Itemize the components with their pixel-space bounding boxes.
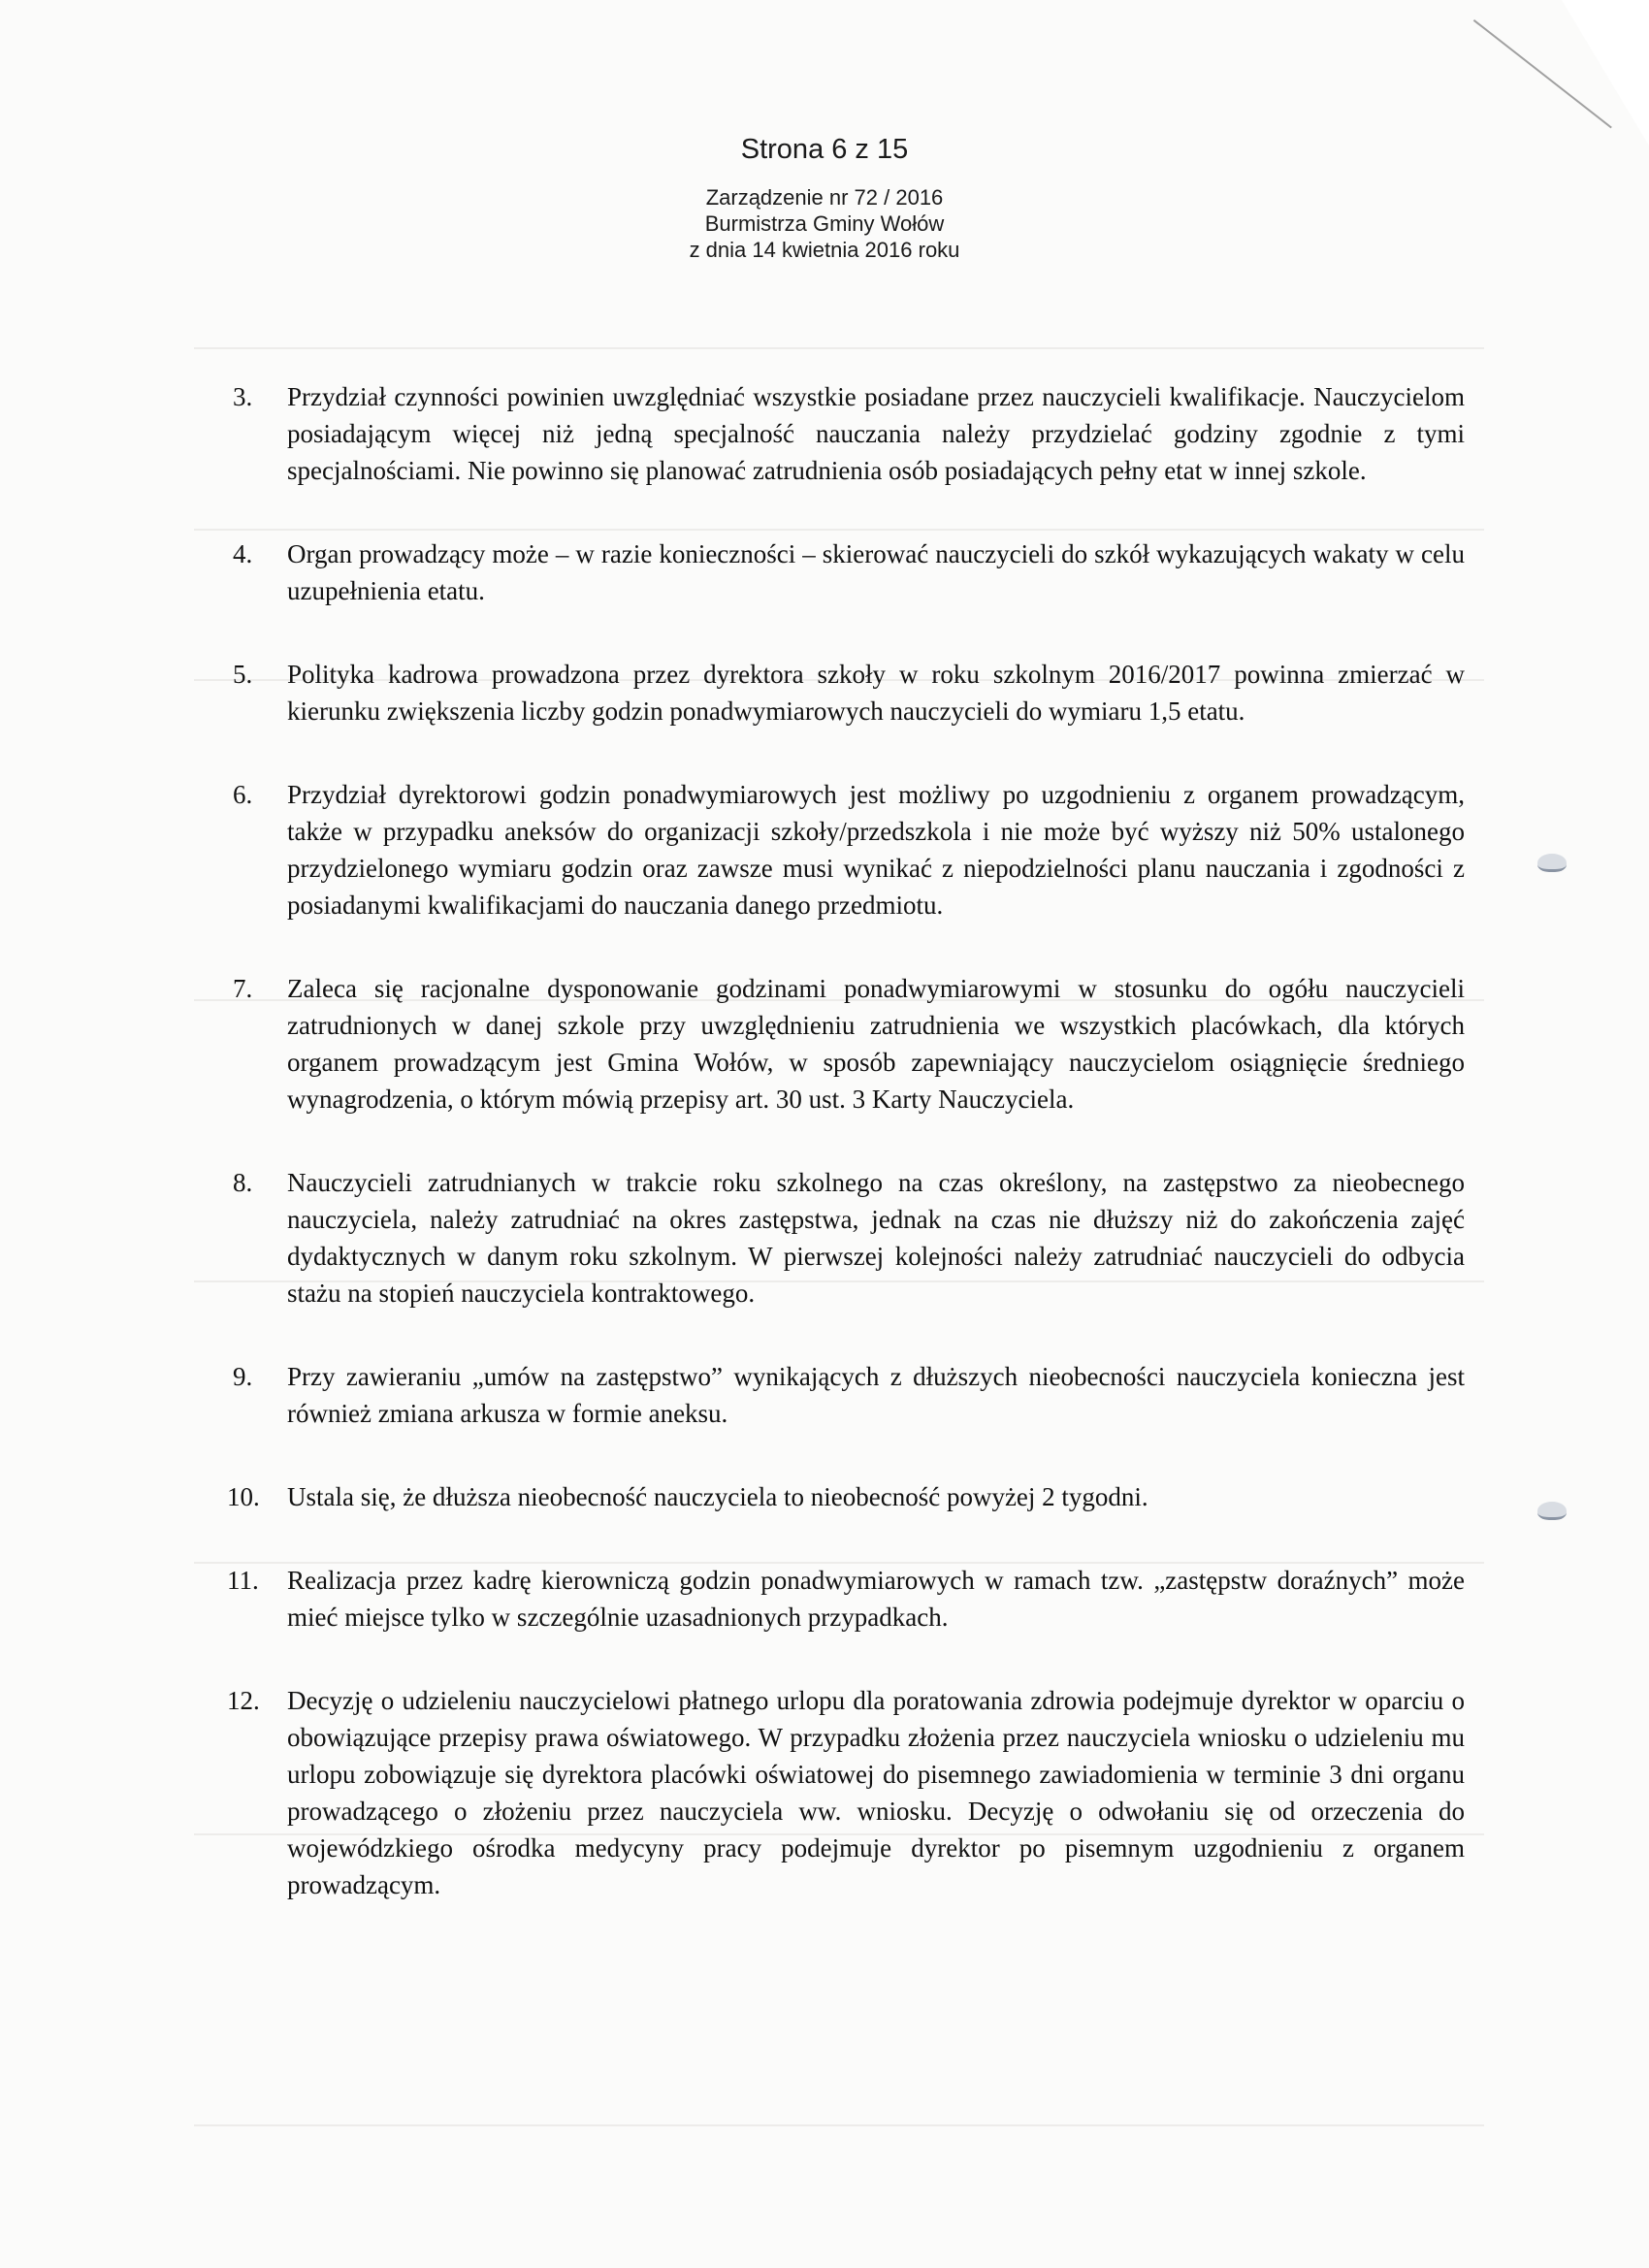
document-body (227, 378, 1465, 1903)
item-number: 12. (227, 1686, 260, 1715)
item-number: 9. (233, 1362, 253, 1391)
list-item (233, 776, 1465, 923)
list-item (233, 378, 1465, 489)
item-number: 8. (233, 1168, 253, 1197)
show-through-line (194, 2124, 1484, 2126)
list-item (233, 970, 1465, 1118)
item-number: 7. (233, 974, 253, 1003)
item-text: Przydział dyrektorowi godzin ponadwymiarowych jest możliwy po uzgodnieniu z organem prowadzącym, także w przypadku aneksów do organizacji szkoły/przedszkola i nie może być wyższy niż 50% ustalonego przydzielonego wymiaru godzin oraz zawsze musi wynikać z niepodzielności planu nauczania i zgodności z posiadanymi kwalifikacjami do nauczania danego przedmiotu. (287, 780, 1465, 920)
show-through-line (194, 347, 1484, 349)
item-number: 11. (227, 1566, 259, 1595)
item-text: Zaleca się racjonalne dysponowanie godzinami ponadwymiarowymi w stosunku do ogółu nauczycieli zatrudnionych w danej szkole przy uwzględnieniu zatrudnienia we wszystkich placówkach, dla których organem prowadzącym jest Gmina Wołów, w sposób zapewniający nauczycielom osiągnięcie średniego wynagrodzenia, o którym mówią przepisy art. 30 ust. 3 Karty Nauczyciela. (287, 974, 1465, 1114)
item-text: Decyzję o udzieleniu nauczycielowi płatnego urlopu dla poratowania zdrowia podejmuje dyrektor w oparciu o obowiązujące przepisy prawa oświatowego. W przypadku złożenia przez nauczyciela wniosku o udzieleniu mu urlopu zobowiązuje się dyrektora placówki oświatowej do pisemnego zawiadomienia w terminie 3 dni organu prowadzącego o złożeniu przez nauczyciela ww. wniosku. Decyzję o odwołaniu się od orzeczenia do wojewódzkiego ośrodka medycyny pracy podejmuje dyrektor po pisemnym uzgodnieniu z organem prowadzącym. (287, 1686, 1465, 1899)
item-text: Realizacja przez kadrę kierowniczą godzin ponadwymiarowych w ramach tzw. „zastępstw doraźnych” może mieć miejsce tylko w szczególnie uzasadnionych przypadkach. (287, 1566, 1465, 1632)
list-item (227, 1562, 1465, 1636)
item-text: Przydział czynności powinien uwzględniać wszystkie posiadane przez nauczycieli kwalifikacje. Nauczycielom posiadającym więcej niż jedną specjalność nauczania należy przydzielać godziny zgodnie z tymi specjalnościami. Nie powinno się planować zatrudnienia osób posiadających pełny etat w innej szkole. (287, 382, 1465, 485)
ordinance-date: z dnia 14 kwietnia 2016 roku (689, 238, 960, 262)
issuing-authority: Burmistrza Gminy Wołów (704, 211, 945, 236)
item-text: Organ prowadzący może – w razie konieczności – skierować nauczycieli do szkół wykazujących wakaty w celu uzupełnienia etatu. (287, 539, 1465, 605)
page-number: Strona 6 z 15 (740, 134, 909, 165)
item-text: Nauczycieli zatrudnianych w trakcie roku szkolnego na czas określony, na zastępstwo za nieobecnego nauczyciela, należy zatrudniać na okres zastępstwa, jednak na czas nie dłuższy niż do zakończenia zajęć dydaktycznych w danym roku szkolnym. W pierwszej kolejności należy zatrudniać nauczycieli do odbycia stażu na stopień nauczyciela kontraktowego. (287, 1168, 1465, 1308)
list-item (227, 1478, 1465, 1515)
list-item (233, 535, 1465, 609)
item-text: Polityka kadrowa prowadzona przez dyrektora szkoły w roku szkolnym 2016/2017 powinna zmierzać w kierunku zwiększenia liczby godzin ponadwymiarowych nauczycieli do wymiaru 1,5 etatu. (287, 660, 1465, 726)
item-number: 6. (233, 780, 253, 809)
item-text: Przy zawieraniu „umów na zastępstwo” wynikających z dłuższych nieobecności nauczyciela konieczna jest również zmiana arkusza w formie aneksu. (287, 1362, 1465, 1428)
punch-hole-mark (1537, 854, 1567, 872)
punch-hole-mark (1537, 1502, 1567, 1520)
item-number: 5. (233, 660, 253, 689)
ordinance-number: Zarządzenie nr 72 / 2016 (705, 185, 944, 210)
list-item (233, 656, 1465, 729)
item-number: 3. (233, 382, 253, 411)
item-number: 4. (233, 539, 253, 568)
list-item (227, 1682, 1465, 1903)
item-text: Ustala się, że dłuższa nieobecność nauczyciela to nieobecność powyżej 2 tygodni. (287, 1482, 1148, 1511)
list-item (233, 1164, 1465, 1312)
item-number: 10. (227, 1482, 260, 1511)
list-item (233, 1358, 1465, 1432)
